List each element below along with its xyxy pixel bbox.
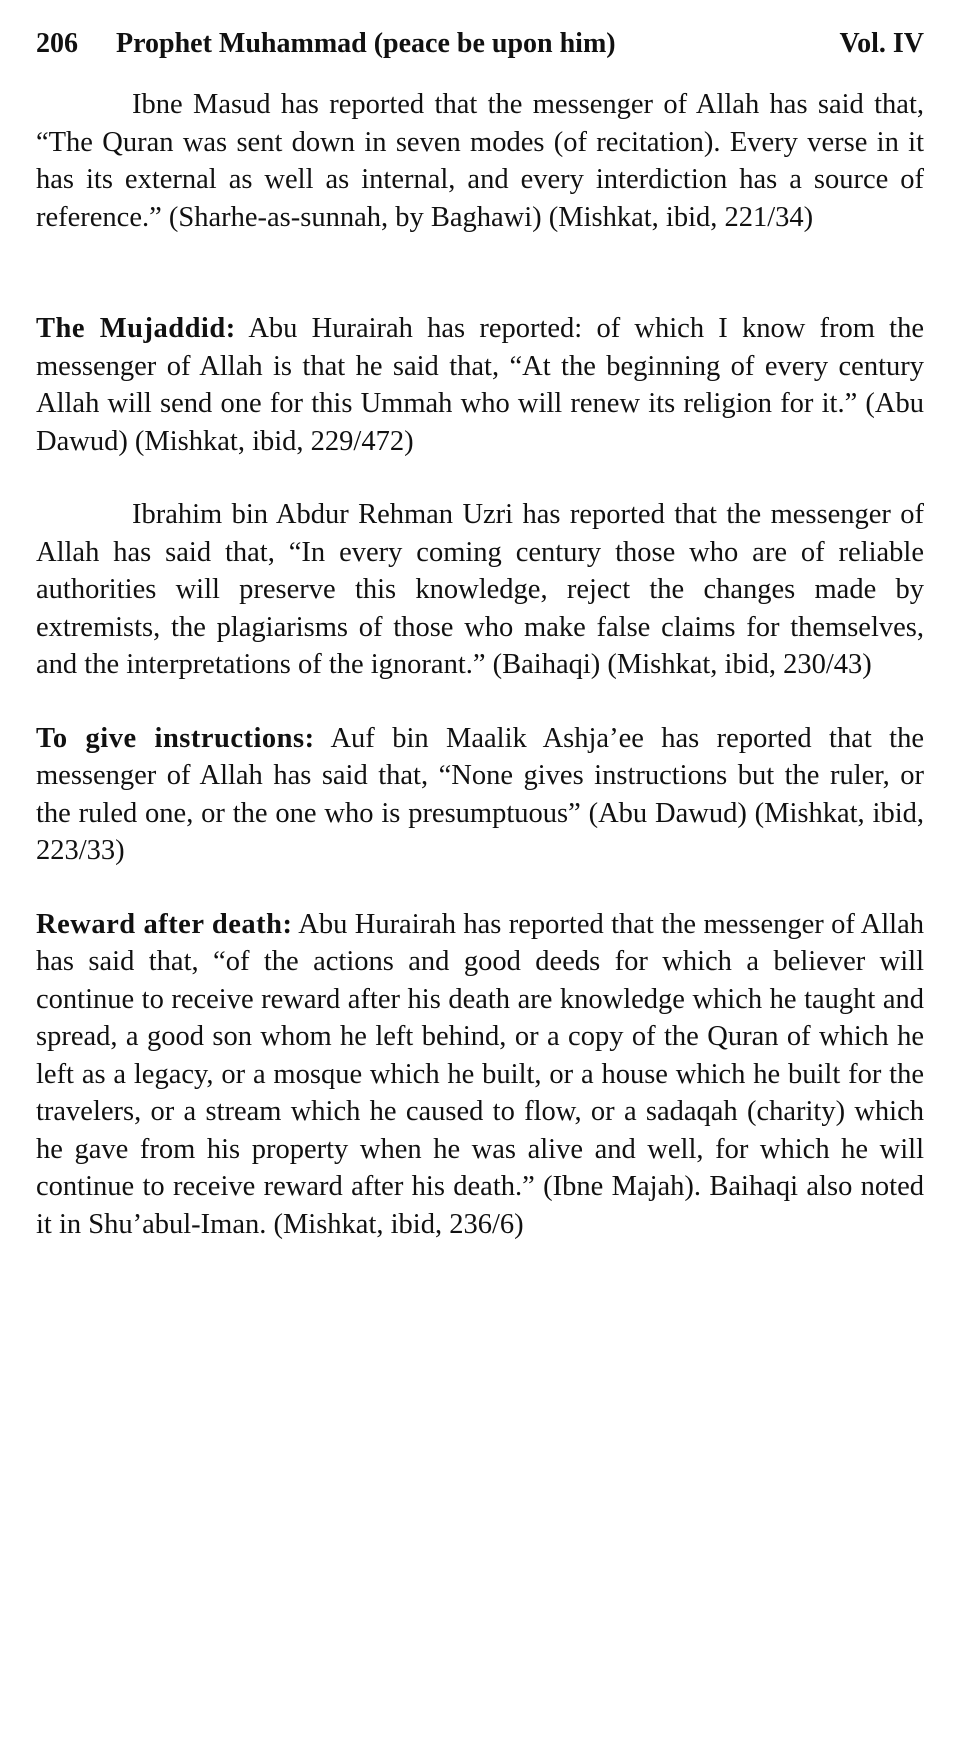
document-page (36, 26, 924, 1243)
section-heading-instructions: To give instructions: (36, 722, 315, 754)
paragraph-text: Ibrahim bin Abdur Rehman Uzri has reported that the messenger of Allah has said that, “In every coming century those who are of reliable authorities will preserve this knowledge, reject the changes made by extremists, the plagiarisms of those who make false claims for themselves, and the interpretations of the ignorant.” (Baihaqi) (Mishkat, ibid, 230/43) (36, 499, 924, 680)
book-title: Prophet Muhammad (peace be upon him) (116, 28, 616, 59)
paragraph-mujaddid (36, 310, 924, 460)
paragraph-text: Abu Hurairah has reported that the messenger of Allah has said that, “of the actions and good deeds for which a believer will continue to receive reward after his death are knowledge which he taught and spread, a good son whom he left behind, or a copy of the Quran of which he left as a legacy, or a mosque which he built, or a house which he built for the travelers, or a stream which he caused to flow, or a sadaqah (charity) which he gave from his property when he was alive and well, for which he will continue to receive reward after his death.” (Ibne Majah). Baihaqi also noted it in Shu’abul-Iman. (Mishkat, ibid, 236/6) (36, 908, 924, 1240)
paragraph-text: Abu Hurairah has reported: of which I know from the messenger of Allah is that he said that, “At the beginning of every century Allah will send one for this Ummah who will renew its religion for it.” (Abu Dawud) (Mishkat, ibid, 229/472) (36, 313, 924, 457)
paragraph-quran-modes (36, 86, 924, 236)
paragraph-text: Ibne Masud has reported that the messenger of Allah has said that, “The Quran was sent down in seven modes (of recitation). Every verse in it has its external as well as internal, and every interdiction has a source of reference.” (Sharhe-as-sunnah, by Baghawi) (Mishkat, ibid, 221/34) (36, 89, 924, 233)
paragraph-text: Auf bin Maalik Ashja’ee has reported that the messenger of Allah has said that, “None gives instructions but the ruler, or the ruled one, or the one who is presumptuous” (Abu Dawud) (Mishkat, ibid, 223/33) (36, 722, 924, 866)
page-number: 206 (36, 28, 78, 59)
section-heading-mujaddid: The Mujaddid: (36, 313, 236, 344)
running-header (36, 26, 924, 62)
section-heading-reward: Reward after death: (36, 908, 293, 940)
paragraph-century-knowledge (36, 496, 924, 684)
paragraph-reward-after-death (36, 906, 924, 1244)
header-left (36, 26, 616, 62)
paragraph-instructions (36, 720, 924, 870)
volume-label: Vol. IV (839, 28, 924, 59)
